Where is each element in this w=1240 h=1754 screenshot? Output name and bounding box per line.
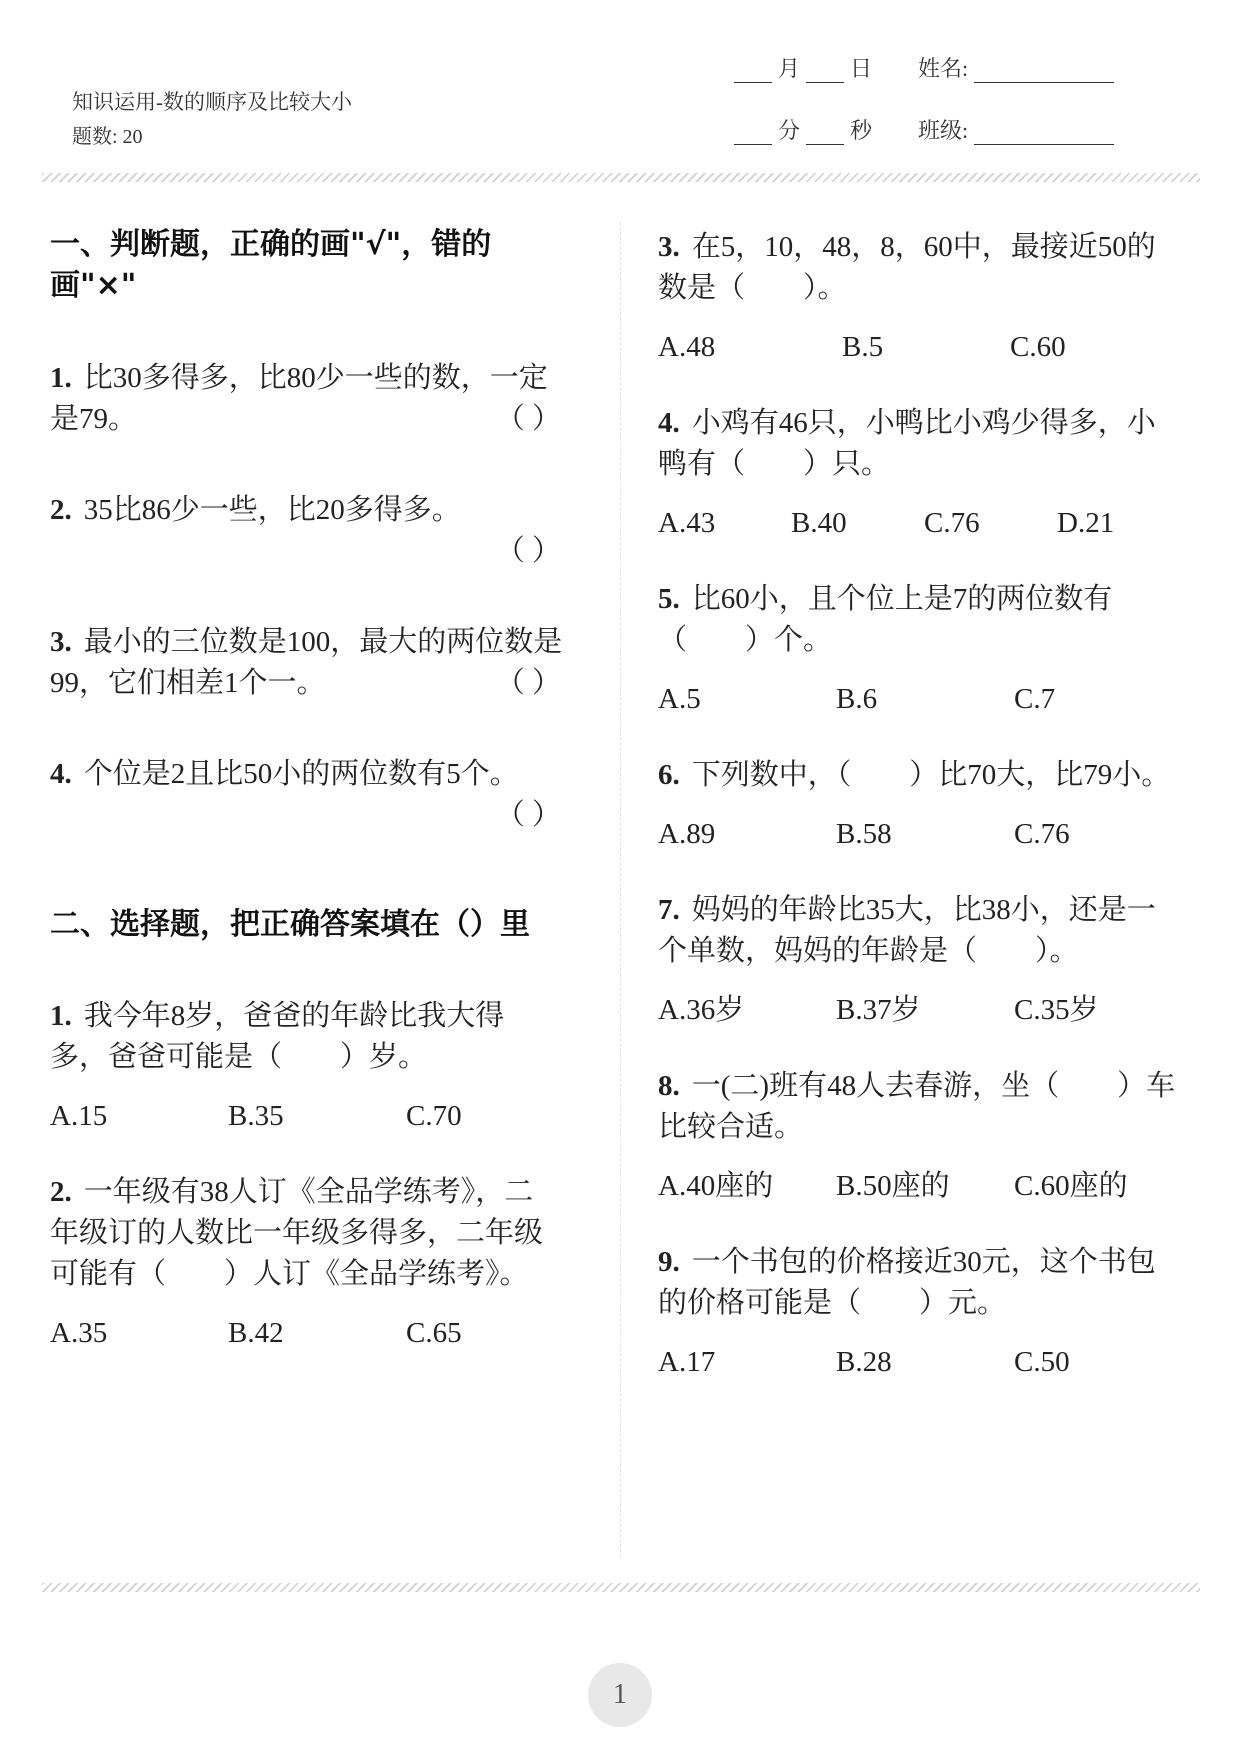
second-label: 秒 <box>850 118 873 143</box>
option-b[interactable]: B.40 <box>791 507 847 539</box>
question-text: 个位是2且比50小的两位数有5个。 <box>83 758 519 790</box>
name-blank[interactable] <box>974 81 1114 83</box>
option-a[interactable]: A.43 <box>658 507 716 539</box>
question-text: 比60小，且个位上是7的两位数有（ ）个。 <box>658 583 1113 656</box>
options-row <box>658 814 1180 855</box>
option-a[interactable]: A.5 <box>658 683 701 715</box>
month-label: 月 <box>778 56 801 81</box>
right-column <box>658 227 1180 1383</box>
options-row <box>658 990 1180 1031</box>
choice-question-8 <box>658 1066 1180 1148</box>
answer-paren[interactable]: （ ） <box>495 667 561 699</box>
option-a[interactable]: A.36岁 <box>658 994 745 1026</box>
option-c[interactable]: C.76 <box>924 507 980 539</box>
choice-question-3 <box>658 227 1180 309</box>
question-text: 一个书包的价格接近30元，这个书包的价格可能是（ ）元。 <box>658 1246 1156 1319</box>
question-number: 1. <box>50 362 72 394</box>
options-row <box>658 679 1180 720</box>
class-label: 班级: <box>918 118 969 143</box>
question-number: 7. <box>658 894 680 926</box>
option-c[interactable]: C.65 <box>406 1317 462 1349</box>
choice-question-2 <box>50 1172 560 1295</box>
column-divider <box>620 222 621 1557</box>
question-text: 最小的三位数是100，最大的两位数是99，它们相差1个一。 <box>50 626 563 699</box>
option-b[interactable]: B.5 <box>842 331 884 363</box>
section2-heading: 二、选择题，把正确答案填在（）里 <box>50 907 530 942</box>
question-number: 1. <box>50 1000 72 1032</box>
choice-question-4 <box>658 403 1180 485</box>
question-number: 4. <box>50 758 72 790</box>
question-count: 题数: 20 <box>72 126 143 148</box>
question-text: 妈妈的年龄比35大，比38小，还是一个单数，妈妈的年龄是（ ）。 <box>658 894 1156 967</box>
option-b[interactable]: B.37岁 <box>836 994 921 1026</box>
answer-paren[interactable]: （ ） <box>495 403 561 435</box>
date-row <box>728 52 1120 83</box>
options-row <box>658 327 1180 368</box>
option-c[interactable]: C.60 <box>1010 331 1066 363</box>
day-label: 日 <box>850 56 873 81</box>
choice-question-7 <box>658 890 1180 972</box>
options-row <box>658 1342 1180 1383</box>
options-row <box>50 1313 575 1354</box>
choice-question-9 <box>658 1242 1180 1324</box>
option-a[interactable]: A.17 <box>658 1346 716 1378</box>
choice-question-5 <box>658 579 1180 661</box>
options-row <box>50 1096 575 1137</box>
option-c[interactable]: C.35岁 <box>1014 994 1099 1026</box>
question-text: 小鸡有46只，小鸭比小鸡少得多，小鸭有（ ）只。 <box>658 407 1156 480</box>
question-number: 6. <box>658 759 680 791</box>
option-b[interactable]: B.6 <box>836 683 878 715</box>
option-a[interactable]: A.15 <box>50 1100 108 1132</box>
option-c[interactable]: C.50 <box>1014 1346 1070 1378</box>
second-blank[interactable] <box>806 143 844 145</box>
month-blank[interactable] <box>734 81 772 83</box>
question-number: 4. <box>658 407 680 439</box>
top-divider-stripe <box>42 173 1200 182</box>
option-a[interactable]: A.89 <box>658 818 716 850</box>
question-text: 一年级有38人订《全品学练考》，二年级订的人数比一年级多得多，二年级可能有（ ）人订《全品学练考》。 <box>50 1176 544 1290</box>
choice-question-1 <box>50 996 560 1078</box>
worksheet-title: 知识运用-数的顺序及比较大小 <box>72 90 352 114</box>
question-number: 2. <box>50 494 72 526</box>
question-number: 5. <box>658 583 680 615</box>
judge-question-2 <box>50 490 575 600</box>
question-number: 9. <box>658 1246 680 1278</box>
answer-paren[interactable]: （ ） <box>495 535 561 567</box>
section1-heading: 一、判断题，正确的画"√"，错的画"×" <box>50 227 492 303</box>
option-b[interactable]: B.42 <box>228 1317 284 1349</box>
judge-question-1 <box>50 358 575 468</box>
question-text: 比30多得多，比80少一些的数，一定是79。 <box>50 362 548 435</box>
question-number: 8. <box>658 1070 680 1102</box>
option-a[interactable]: A.35 <box>50 1317 108 1349</box>
class-blank[interactable] <box>974 143 1114 145</box>
question-number: 3. <box>50 626 72 658</box>
minute-blank[interactable] <box>734 143 772 145</box>
question-text: 下列数中，（ ）比70大，比79小。 <box>691 759 1171 791</box>
question-text: 在5，10，48，8，60中，最接近50的数是（ ）。 <box>658 231 1156 304</box>
name-label: 姓名: <box>918 56 969 81</box>
option-c[interactable]: C.70 <box>406 1100 462 1132</box>
option-c[interactable]: C.7 <box>1014 683 1056 715</box>
judge-question-3 <box>50 622 575 732</box>
choice-question-6 <box>658 755 1180 796</box>
option-c[interactable]: C.60座的 <box>1014 1170 1128 1202</box>
question-text: 我今年8岁，爸爸的年龄比我大得多，爸爸可能是（ ）岁。 <box>50 1000 505 1073</box>
page-number: 1 <box>588 1663 652 1727</box>
option-b[interactable]: B.28 <box>836 1346 892 1378</box>
question-number: 3. <box>658 231 680 263</box>
day-blank[interactable] <box>806 81 844 83</box>
answer-paren[interactable]: （ ） <box>495 799 561 831</box>
option-c[interactable]: C.76 <box>1014 818 1070 850</box>
option-b[interactable]: B.58 <box>836 818 892 850</box>
minute-label: 分 <box>778 118 801 143</box>
options-row <box>658 503 1180 544</box>
option-a[interactable]: A.40座的 <box>658 1170 774 1202</box>
left-column <box>50 224 575 1354</box>
bottom-divider-stripe <box>42 1583 1200 1592</box>
question-number: 2. <box>50 1176 72 1208</box>
options-row <box>658 1166 1180 1207</box>
question-text: 一(二)班有48人去春游，坐（ ）车比较合适。 <box>658 1070 1176 1143</box>
option-b[interactable]: B.35 <box>228 1100 284 1132</box>
option-b[interactable]: B.50座的 <box>836 1170 950 1202</box>
option-a[interactable]: A.48 <box>658 331 716 363</box>
judge-question-4 <box>50 754 575 864</box>
question-text: 35比86少一些，比20多得多。 <box>83 494 461 526</box>
option-d[interactable]: D.21 <box>1057 507 1115 539</box>
time-row <box>728 114 1120 145</box>
